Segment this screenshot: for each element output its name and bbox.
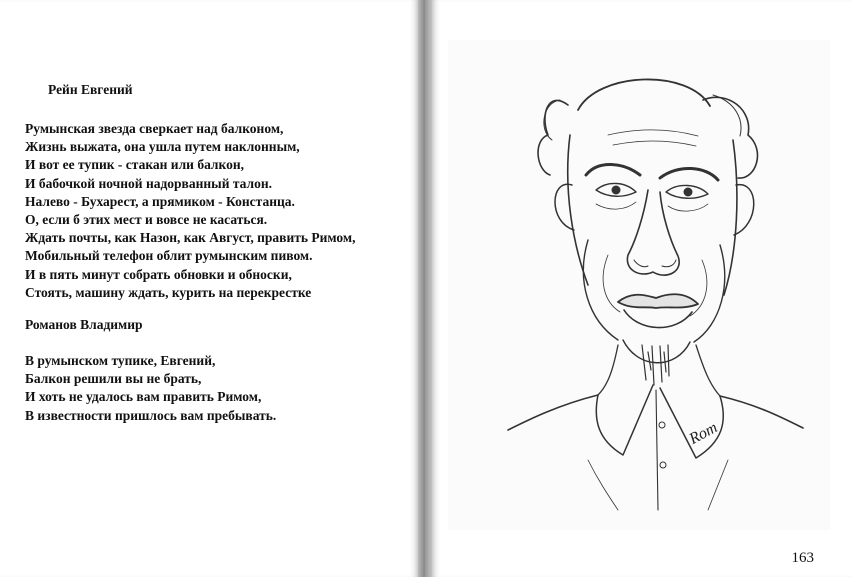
book-spine-gutter bbox=[418, 0, 432, 577]
poem-line: Ждать почты, как Назон, как Август, править Римом, bbox=[25, 230, 356, 246]
poem-romanov bbox=[25, 352, 276, 425]
poem-line: Балкон решили вы не брать, bbox=[25, 371, 202, 387]
poem-line: Румынская звезда сверкает над балконом, bbox=[25, 121, 284, 136]
page-number: 163 bbox=[791, 550, 814, 566]
poem-line: И хоть не удалось вам править Римом, bbox=[25, 389, 262, 405]
poem-line: В румынском тупике, Евгений, bbox=[25, 353, 216, 368]
poem-line: Налево - Бухарест, а прямиком - Констанца. bbox=[25, 193, 295, 209]
poem-line: И бабочкой ночной надорванный талон. bbox=[25, 175, 272, 191]
artist-signature: Rom bbox=[686, 419, 721, 448]
poem-line: В известности пришлось вам пребывать. bbox=[25, 407, 277, 423]
poem-author-rein: Рейн Евгений bbox=[48, 82, 133, 97]
poem-author-romanov: Романов Владимир bbox=[25, 317, 143, 332]
poem-line: О, если б этих мест и вовсе не касаться. bbox=[25, 212, 268, 228]
poem-line: Жизнь выжата, она ушла путем наклонным, bbox=[25, 139, 300, 155]
poem-line: Мобильный телефон облит румынским пивом. bbox=[25, 248, 313, 264]
caricature-drawing bbox=[448, 40, 830, 530]
poem-line: И в пять минут собрать обновки и обноски, bbox=[25, 266, 292, 282]
left-page bbox=[0, 0, 418, 577]
poem-line: И вот ее тупик - стакан или балкон, bbox=[25, 157, 245, 173]
right-page bbox=[432, 0, 852, 577]
poem-line: Стоять, машину ждать, курить на перекрестке bbox=[25, 284, 312, 300]
poem-rein bbox=[25, 120, 356, 302]
caricature-sketch bbox=[448, 40, 830, 530]
